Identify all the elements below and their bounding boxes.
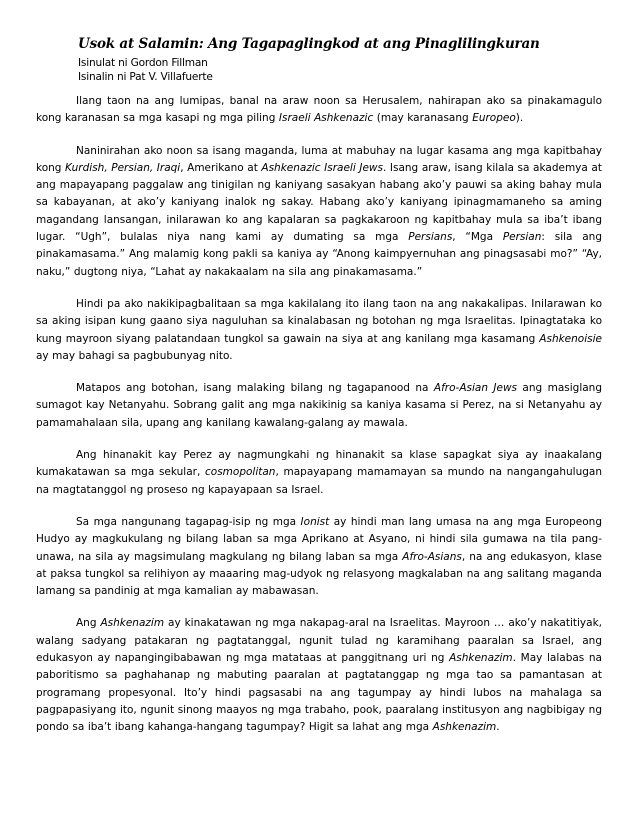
italic-term: Europeo — [472, 112, 516, 125]
italic-term: cosmopolitan — [205, 466, 276, 479]
paragraph — [36, 296, 602, 365]
italic-term: Kurdish, Persian, Iraqi — [65, 161, 181, 174]
text-run: ay may bahagi sa pagbubunyag nito. — [36, 349, 233, 362]
text-run: Matapos ang botohan, isang malaking bilang ng tagapanood na — [76, 382, 434, 395]
text-run: . — [496, 721, 500, 734]
italic-term: Persian — [502, 231, 542, 244]
italic-term: Ashkenazim — [432, 721, 497, 734]
text-run: ay hindi man lang umasa na ang mga Europeong Hudyo ay magkukulang ng bilang laban sa mga Aprikano at Asyano, ni hindi sila gumawa na tila pang-unawa, na sila ay magsimulang magkulang ng bilang laban sa mga — [36, 515, 602, 563]
text-run: (may karanasang — [373, 112, 473, 125]
italic-term: Ionist — [300, 515, 330, 528]
text-run: , “Mga — [452, 231, 503, 244]
text-run: ay kinakatawan ng mga nakapag-aral na Israelitas. Mayroon … ako’y nakatitiyak, walang sadyang patakaran ng pagtatanggal, ngunit tulad ng karamihang paaralan sa Israel, ang edukasyon ay napangingibabawan ng mga matataas at panggitnang uri ng — [36, 617, 602, 665]
paragraph — [36, 615, 602, 736]
text-run: . Isang araw, isang kilala sa akademya at ang mapayapang paggalaw ang tinigilan ng kaniyang sasakyan habang ako’y pauwi sa aking bahay mula sa kabayanan, at ako’y kaniyang inalok ng sakay. Habang ako’y kaniyang ipinagmamaneho sa aming magandang lansangan, inilarawan ko ang kapalaran sa pagkakaroon ng kapitbahay mula sa iba’t ibang lugar. “Ugh”, bulalas niya nang kami ay dumating sa mga — [36, 161, 602, 244]
italic-term: Israeli Ashkenazic — [278, 112, 374, 125]
italic-term: Persians — [408, 231, 453, 244]
article-body — [36, 93, 602, 737]
text-run: ang masiglang sumagot kay Netanyahu. Sobrang galit ang mga nakikinig sa kaniya kasama si Perez, na si Netanyahu ay pamamahalaan sila, upang ang kanilang kawalang-galang ay mawala. — [36, 382, 602, 429]
text-run: . May lalabas na paboritismo sa paghahanap ng mabuting paaralan at pagtatanggap ng mga tao sa pamantasan at programang propesyonal. Ito’y hindi pagsasabi na ang tagumpay ay hindi lubos na mahalaga sa pagpapasiyang ito, ngunit sinong maayos ng mga trabaho, pook, paaralang institusyon ang nagbibigay ng pondo sa iba’t ibang kahanga-hangang tagumpay? Higit sa lahat ang mga — [36, 652, 602, 734]
italic-term: Ashkenazic Israeli Jews — [261, 161, 383, 174]
text-run: ). — [515, 112, 524, 125]
text-run: , Amerikano at — [180, 161, 262, 174]
paragraph — [36, 143, 602, 281]
text-run: Naninirahan ako noon sa isang maganda, luma at mabuhay na lugar kasama ang mga kapitbahay kong — [36, 144, 602, 174]
text-run: Sa mga nangunang tagapag-isip ng mga — [76, 515, 301, 528]
paragraph — [36, 447, 602, 499]
text-run: Ilang taon na ang lumipas, banal na araw noon sa Herusalem, nahirapan ako sa pinakamagulo kong karanasan sa mga kasapi ng mga piling — [36, 95, 602, 125]
author-line: Isinulat ni Gordon Fillman — [78, 57, 208, 69]
translator-line: Isinalin ni Pat V. Villafuerte — [78, 71, 213, 83]
text-run: , na ang edukasyon, klase at paksa tungkol sa relihiyon ay maaaring mag-udyok ng relasyong magkalaban na ang salitang maganda lamang sa pandinig at mga kamalian ay mabawasan. — [36, 550, 603, 598]
document-title: Usok at Salamin: Ang Tagapaglingkod at ang Pinaglilingkuran — [78, 36, 540, 52]
italic-term: Afro-Asian Jews — [433, 382, 518, 395]
italic-term: Ashkenoisie — [539, 332, 602, 345]
italic-term: Ashkenazim — [449, 652, 513, 665]
text-run: : sila ang pinakamasama.” Ang malamig kong pakli sa kaniya ay “Anong kaimpyernuhan ang pinagsasabi mo?” “Ay, naku,” dugtong niya, “Lahat ay nakakaalam na sila ang pinakamasama.” — [36, 231, 603, 278]
paragraph — [36, 93, 602, 128]
paragraph — [36, 380, 602, 432]
text-run: Hindi pa ako nakikipagbalitaan sa mga kakilalang ito ilang taon na ang nakakalipas. Inilarawan ko sa aking isipan kung gaano siya naguluhan sa kinalabasan ng botohan ng mga Israelitas. Ipinagtataka ko kung mayroon siyang palatandaan tungkol sa gawain na siya at ang kanilang mga kasamang — [36, 297, 602, 345]
text-run: , mapayapang mamamayan sa mundo na nangangahulugan na magtatanggol ng proseso ng kapayapaan sa Israel. — [36, 466, 602, 496]
italic-term: Ashkenazim — [100, 617, 165, 630]
text-run: Ang — [76, 617, 101, 630]
paragraph — [36, 514, 602, 600]
italic-term: Afro-Asians — [402, 550, 462, 563]
text-run: Ang hinanakit kay Perez ay nagmungkahi ng hinanakit sa klase sapagkat siya ay inaakalang kumakatawan sa mga sekular, — [36, 449, 602, 479]
